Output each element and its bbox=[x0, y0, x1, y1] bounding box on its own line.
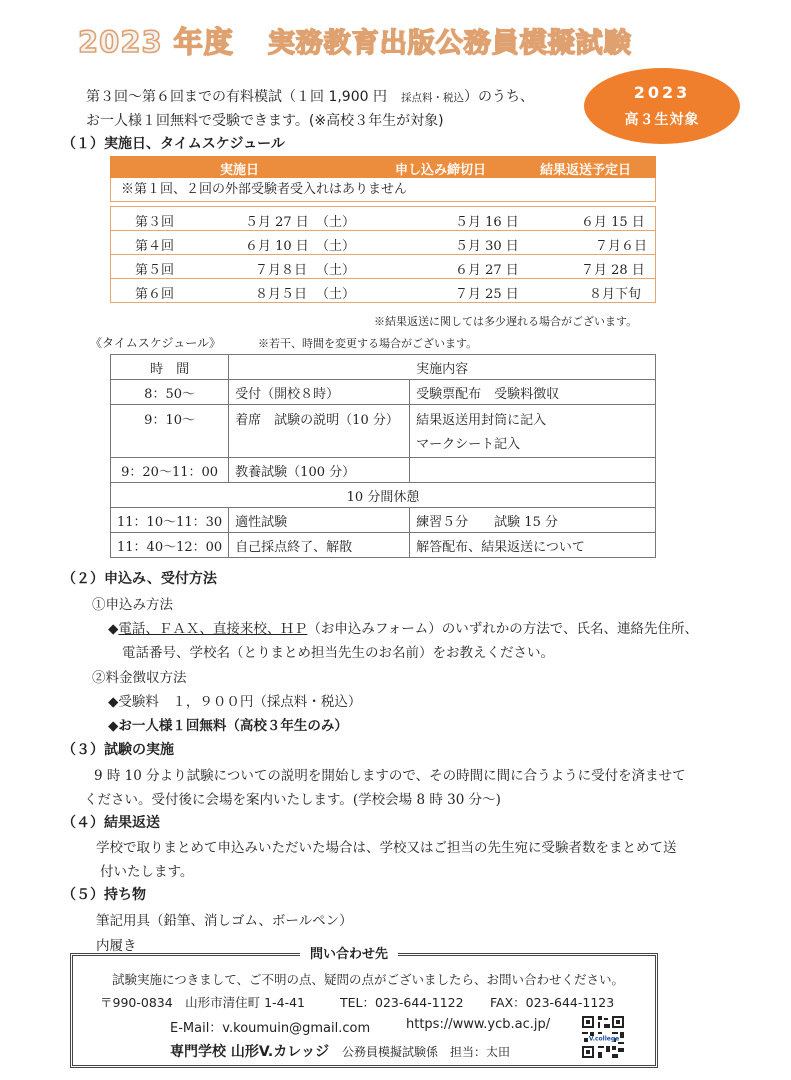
header-date: 実施日 bbox=[220, 163, 260, 178]
inquiry-url[interactable]: https://www.ycb.ac.jp/ bbox=[406, 1017, 551, 1032]
timeschedule-note: ※若干、時間を変更する場合がございます。 bbox=[258, 337, 478, 350]
table-row: 第５回 ７月８日 （土） ６月 27 日 ７月 28 日 bbox=[110, 255, 656, 279]
exam-line-2: ください。受付後に会場を案内いたします。(学校会場 8 時 30 分～) bbox=[84, 792, 501, 808]
table-row: 11：10～11：30 適性試験 練習５分 試験 15 分 bbox=[111, 508, 656, 533]
result-line-1: 学校で取りまとめて申込みいただいた場合は、学校又はご担当の先生宛に受験者数をまとめて送 bbox=[96, 840, 677, 856]
bring-item-1: 筆記用具（鉛筆、消しゴム、ボールペン） bbox=[96, 913, 353, 929]
inquiry-address: 〒990-0834 山形市清住町 1-4-41 bbox=[100, 995, 305, 1010]
intro-line-2: お一人様１回無料で受験できます。(※高校３年生が対象) bbox=[86, 113, 444, 129]
exam-line-1: 9 時 10 分より試験についての説明を開始しますので、その時間に間に合うように受付を済ませて bbox=[94, 768, 686, 784]
inquiry-line: 試験実施につきまして、ご不明の点、疑問の点がございましたら、お問い合わせください。 bbox=[112, 972, 625, 987]
badge-year: 2023 bbox=[633, 83, 691, 102]
time-table-header: 時 間 実施内容 bbox=[111, 355, 656, 380]
header-result: 結果返送予定日 bbox=[540, 163, 632, 178]
table-row: 9：10～ 着席 試験の説明（10 分） 結果返送用封筒に記入 マークシート記入 bbox=[111, 405, 656, 458]
title-year: 2023 年度 bbox=[78, 25, 234, 59]
time-table bbox=[110, 354, 656, 558]
fee-method-label: ②料金徴収方法 bbox=[92, 670, 187, 686]
page-title bbox=[78, 20, 632, 64]
table-row: 8：50～ 受付（開校８時） 受験票配布 受験料徴収 bbox=[111, 380, 656, 405]
timeschedule-label: 《タイムスケジュール》 bbox=[90, 336, 222, 350]
inquiry-email[interactable]: E-Mail：v.koumuin@gmail.com bbox=[170, 1021, 371, 1036]
intro-text-b: ）のうち、 bbox=[463, 89, 534, 105]
break-row: 10 分間休憩 bbox=[111, 483, 656, 508]
schedule-table bbox=[110, 156, 656, 303]
intro-text-a: 第３回～第６回までの有料模試（１回 1,900 円 bbox=[86, 89, 387, 105]
apply-method-label: ①申込み方法 bbox=[92, 597, 173, 613]
inquiry-tel: TEL：023-644-1122 bbox=[340, 995, 464, 1010]
section-1-heading: （１）実施日、タイムスケジュール bbox=[62, 136, 285, 152]
schedule-note: ※第１回、２回の外部受験者受入れはありません bbox=[110, 178, 656, 202]
intro-small: 採点料・税込 bbox=[400, 92, 464, 104]
inquiry-title: 問い合わせ先 bbox=[300, 943, 398, 962]
section-4-heading: （４）結果返送 bbox=[62, 815, 160, 831]
section-3-heading: （３）試験の実施 bbox=[62, 742, 174, 758]
result-note: ※結果返送に関しては多少遅れる場合がございます。 bbox=[374, 315, 638, 328]
table-row: 9：20～11：00 教養試験（100 分） bbox=[111, 458, 656, 483]
result-line-2: 付いたします。 bbox=[100, 864, 194, 880]
table-row: 第６回 ８月５日 （土） ７月 25 日 ８月下旬 bbox=[110, 279, 656, 303]
title-org: 実務教育出版公務員模擬試験 bbox=[267, 28, 632, 59]
section-2-heading: （２）申込み、受付方法 bbox=[62, 571, 217, 587]
apply-method-links: 電話、ＦＡＸ、直接来校、ＨＰ bbox=[118, 621, 308, 637]
header-deadline: 申し込み締切日 bbox=[395, 163, 487, 178]
apply-method-line-2: 電話番号、学校名（とりまとめ担当先生のお名前）をお教えください。 bbox=[122, 645, 554, 661]
badge-target: 高３生対象 bbox=[624, 112, 700, 128]
fee-line: ◆受験料 １，９００円（採点料・税込） bbox=[108, 694, 362, 710]
free-line: ◆お一人様１回無料（高校３年生のみ） bbox=[108, 718, 348, 734]
table-row: 第３回 ５月 27 日 （土） ５月 16 日 ６月 15 日 bbox=[110, 207, 656, 231]
bring-item-2: 内履き bbox=[96, 938, 137, 954]
table-row: 11：40～12：00 自己採点終了、解散 解答配布、結果返送について bbox=[111, 533, 656, 558]
section-5-heading: （５）持ち物 bbox=[62, 887, 146, 903]
apply-method-line-1: ◆電話、ＦＡＸ、直接来校、ＨＰ（お申込みフォーム）のいずれかの方法で、氏名、連絡先住所、 bbox=[108, 621, 698, 637]
schedule-rows bbox=[110, 206, 656, 303]
inquiry-school: 専門学校 山形V.カレッジ bbox=[170, 1044, 330, 1060]
target-badge bbox=[584, 68, 740, 144]
qr-code-icon[interactable] bbox=[580, 1014, 626, 1060]
intro-line-1 bbox=[86, 86, 534, 106]
table-row: 第４回 ６月 10 日 （土） ５月 30 日 ７月６日 bbox=[110, 231, 656, 255]
schedule-header bbox=[110, 156, 656, 178]
inquiry-fax: FAX：023-644-1123 bbox=[490, 995, 615, 1010]
qr-caption: V.college bbox=[588, 1035, 620, 1043]
inquiry-dept: 公務員模擬試験係 担当：太田 bbox=[342, 1045, 511, 1059]
